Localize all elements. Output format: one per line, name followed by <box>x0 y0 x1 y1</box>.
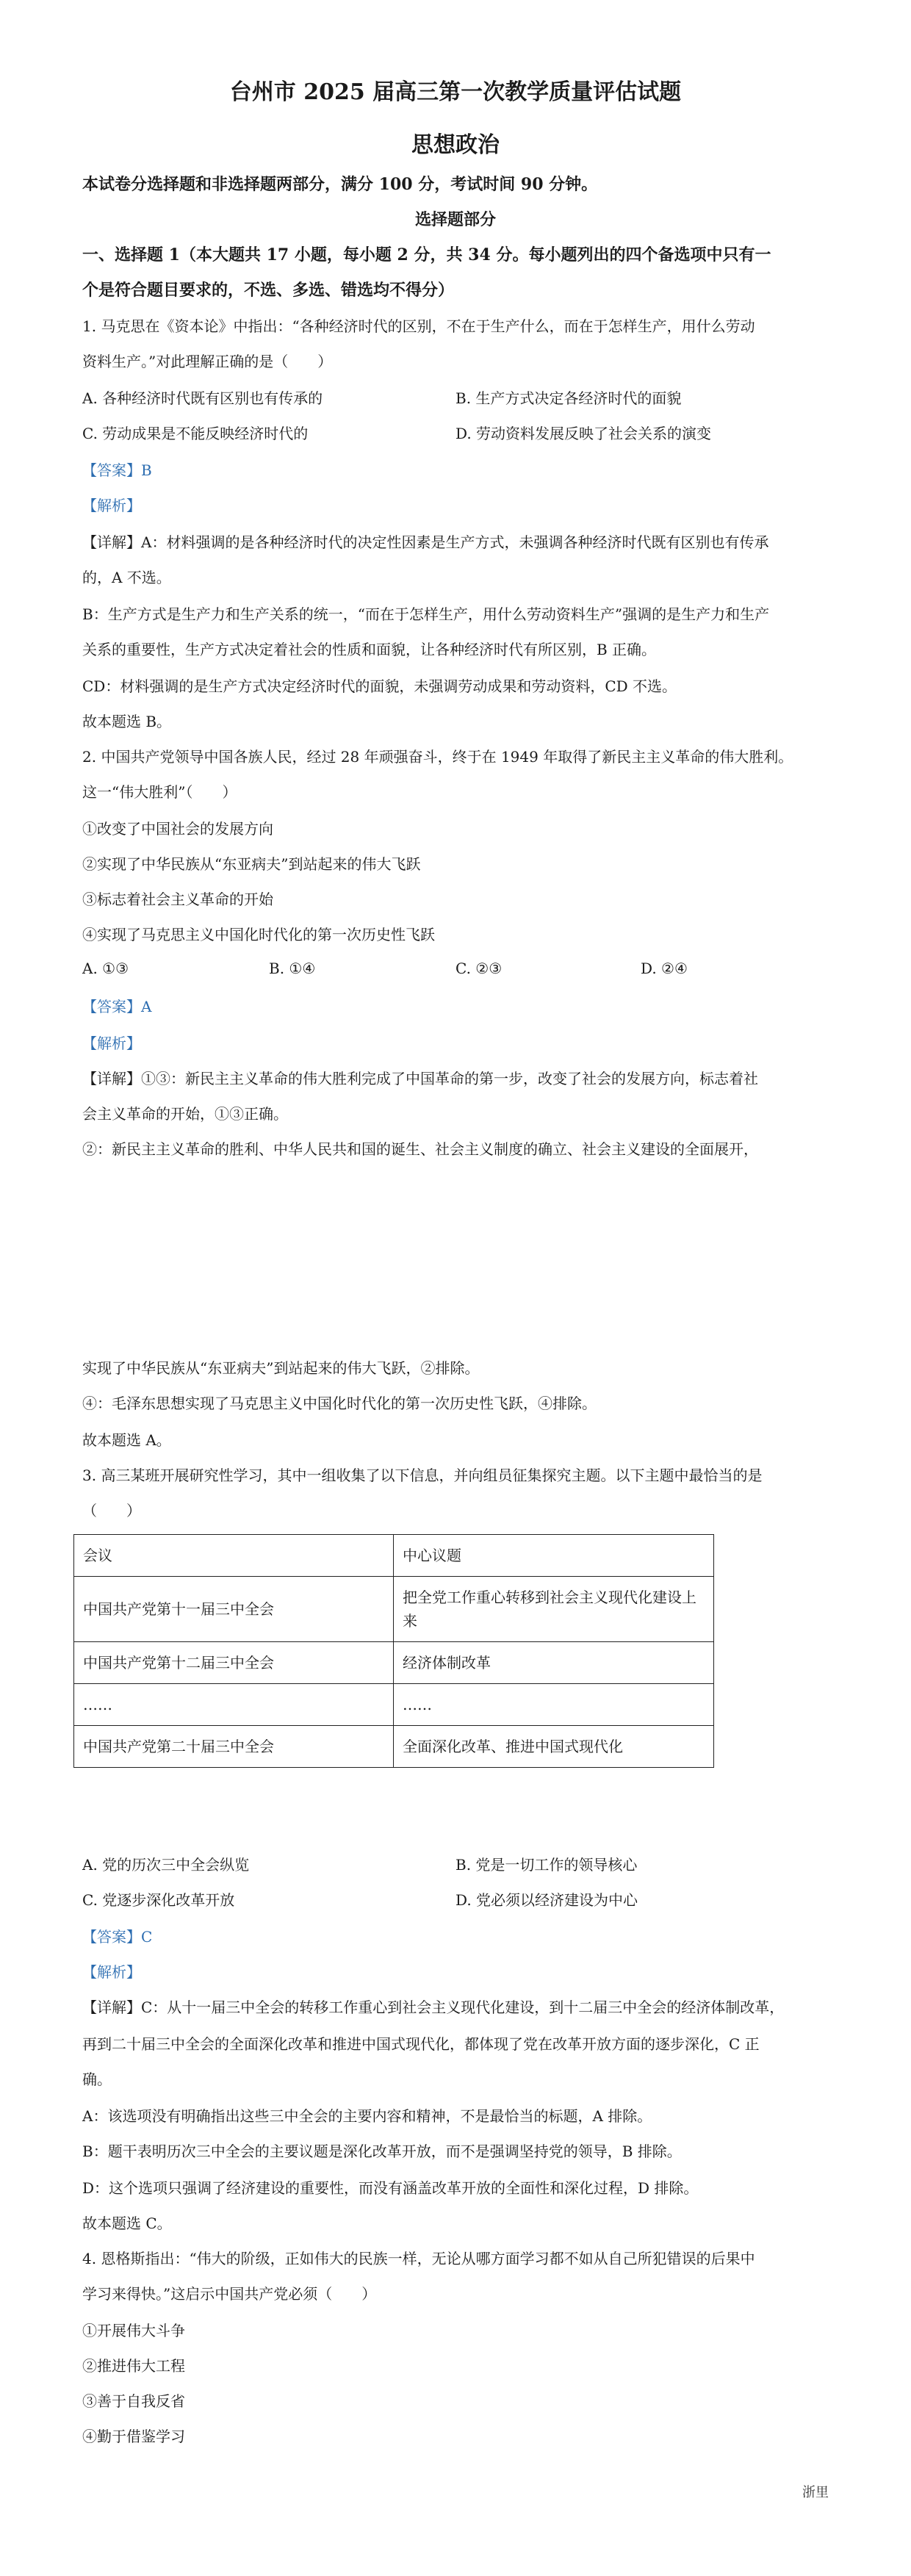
q3-detail-line4: A：该选项没有明确指出这些三中全会的主要内容和精神，不是最恰当的标题，A 排除。 <box>82 2107 652 2125</box>
subject-title: 思想政治 <box>411 132 500 158</box>
q3-detail-line3: 确。 <box>82 2070 112 2088</box>
q2-detail-line2: 会主义革命的开始，①③正确。 <box>82 1105 288 1123</box>
q1-option-b: B. 生产方式决定各经济时代的面貌 <box>455 389 682 407</box>
table-row <box>74 1535 714 1577</box>
q3-analysis-label: 【解析】 <box>82 1963 141 1981</box>
table-cell: 把全党工作重心转移到社会主义现代化建设上来 <box>394 1577 714 1642</box>
table-row <box>74 1642 714 1684</box>
q4-statement-2: ②推进伟大工程 <box>82 2357 185 2375</box>
q2-analysis-label: 【解析】 <box>82 1035 141 1052</box>
q2-detail-line1: 【详解】①③：新民主主义革命的伟大胜利完成了中国革命的第一步，改变了社会的发展方向，标志着社 <box>82 1070 758 1087</box>
q3-detail-line5: B：题干表明历次三中全会的主要议题是深化改革开放，而不是强调坚持党的领导，B 排除。 <box>82 2143 682 2160</box>
q1-detail-line4: 关系的重要性，生产方式决定着社会的性质和面貌，让各种经济时代有所区别，B 正确。 <box>82 641 657 658</box>
q1-stem-line1: 1. 马克思在《资本论》中指出：“各种经济时代的区别，不在于生产什么，而在于怎样生产，用什么劳动 <box>82 317 755 335</box>
q3-option-b: B. 党是一切工作的领导核心 <box>455 1856 638 1874</box>
q2-detail-line6: 故本题选 A。 <box>82 1431 171 1449</box>
q1-option-d: D. 劳动资料发展反映了社会关系的演变 <box>455 425 712 442</box>
q1-detail-line2: 的，A 不选。 <box>82 569 171 586</box>
q1-option-c: C. 劳动成果是不能反映经济时代的 <box>82 425 309 442</box>
q4-stem-line2: 学习来得快。”这启示中国共产党必须（ ） <box>82 2285 377 2303</box>
q3-detail-line2: 再到二十届三中全会的全面深化改革和推进中国式现代化，都体现了党在改革开放方面的逐步深化，C 正 <box>82 2035 760 2053</box>
q3-meeting-table <box>73 1534 714 1768</box>
q3-stem-line2: （ ） <box>82 1502 141 1519</box>
q2-stem-line1: 2. 中国共产党领导中国各族人民，经过 28 年顽强奋斗，终于在 1949 年取得了新民主主义革命的伟大胜利。 <box>82 748 793 766</box>
page-footer: 浙里 <box>802 2485 829 2500</box>
table-cell: …… <box>394 1684 714 1726</box>
q4-stem-line1: 4. 恩格斯指出：“伟大的阶级，正如伟大的民族一样，无论从哪方面学习都不如从自己所犯错误的后果中 <box>82 2250 755 2267</box>
q3-detail-line1: 【详解】C：从十一届三中全会的转移工作重心到社会主义现代化建设，到十二届三中全会的经济体制改革， <box>82 1998 785 2016</box>
q3-stem-line1: 3. 高三某班开展研究性学习，其中一组收集了以下信息，并向组员征集探究主题。以下主题中最恰当的是 <box>82 1467 763 1484</box>
exam-title: 台州市 2025 届高三第一次教学质量评估试题 <box>229 79 682 105</box>
q2-option-d: D. ②④ <box>641 960 688 977</box>
q1-analysis-label: 【解析】 <box>82 497 141 514</box>
q2-statement-4: ④实现了马克思主义中国化时代化的第一次历史性飞跃 <box>82 926 435 943</box>
q3-option-c: C. 党逐步深化改革开放 <box>82 1891 235 1909</box>
q1-answer: 【答案】B <box>82 461 152 479</box>
q1-detail-line6: 故本题选 B。 <box>82 713 172 730</box>
q2-option-a: A. ①③ <box>82 960 129 977</box>
part1-heading-line1: 一、选择题 1（本大题共 17 小题，每小题 2 分，共 34 分。每小题列出的四个备选项中只有一 <box>82 245 771 265</box>
q2-statement-1: ①改变了中国社会的发展方向 <box>82 820 273 838</box>
q1-detail-line3: B：生产方式是生产力和生产关系的统一，“而在于怎样生产，用什么劳动资料生产”强调的是生产力和生产 <box>82 605 770 623</box>
table-row <box>74 1726 714 1768</box>
q2-statement-3: ③标志着社会主义革命的开始 <box>82 891 273 908</box>
table-cell: 全面深化改革、推进中国式现代化 <box>394 1726 714 1768</box>
q3-detail-line6: D：这个选项只强调了经济建设的重要性，而没有涵盖改革开放的全面性和深化过程，D 排除。 <box>82 2179 699 2197</box>
q3-option-d: D. 党必须以经济建设为中心 <box>455 1891 638 1909</box>
q4-statement-3: ③善于自我反省 <box>82 2392 185 2410</box>
table-header-cell: 会议 <box>74 1535 394 1577</box>
table-cell: 中国共产党第十二届三中全会 <box>74 1642 394 1684</box>
q2-answer: 【答案】A <box>82 998 152 1015</box>
section-heading: 选择题部分 <box>414 210 496 229</box>
q4-statement-1: ①开展伟大斗争 <box>82 2322 185 2339</box>
q2-stem-line2: 这一“伟大胜利”（ ） <box>82 783 237 801</box>
q2-detail-line4: 实现了中华民族从“东亚病夫”到站起来的伟大飞跃，②排除。 <box>82 1359 480 1377</box>
q1-stem-line2: 资料生产。”对此理解正确的是（ ） <box>82 353 333 370</box>
q4-statement-4: ④勤于借鉴学习 <box>82 2428 185 2445</box>
q1-detail-line5: CD：材料强调的是生产方式决定经济时代的面貌，未强调劳动成果和劳动资料，CD 不选。 <box>82 677 677 695</box>
table-cell: 中国共产党第十一届三中全会 <box>74 1577 394 1642</box>
exam-instructions: 本试卷分选择题和非选择题两部分，满分 100 分，考试时间 90 分钟。 <box>82 175 598 194</box>
q3-detail-line7: 故本题选 C。 <box>82 2215 172 2232</box>
table-row <box>74 1684 714 1726</box>
q3-option-a: A. 党的历次三中全会纵览 <box>82 1856 250 1874</box>
table-header-cell: 中心议题 <box>394 1535 714 1577</box>
table-cell: 中国共产党第二十届三中全会 <box>74 1726 394 1768</box>
table-row <box>74 1577 714 1642</box>
q2-detail-line3: ②：新民主主义革命的胜利、中华人民共和国的诞生、社会主义制度的确立、社会主义建设的全面展开， <box>82 1140 758 1158</box>
q1-option-a: A. 各种经济时代既有区别也有传承的 <box>82 389 323 407</box>
q2-option-b: B. ①④ <box>269 960 316 977</box>
part1-heading-line2: 个是符合题目要求的，不选、多选、错选均不得分） <box>82 281 455 300</box>
q1-detail-line1: 【详解】A：材料强调的是各种经济时代的决定性因素是生产方式，未强调各种经济时代既有区别也有传承 <box>82 533 769 551</box>
q2-option-c: C. ②③ <box>455 960 503 977</box>
table-cell: …… <box>74 1684 394 1726</box>
table-cell: 经济体制改革 <box>394 1642 714 1684</box>
q2-statement-2: ②实现了中华民族从“东亚病夫”到站起来的伟大飞跃 <box>82 855 421 873</box>
q2-detail-line5: ④：毛泽东思想实现了马克思主义中国化时代化的第一次历史性飞跃，④排除。 <box>82 1395 597 1412</box>
q3-answer: 【答案】C <box>82 1928 153 1946</box>
